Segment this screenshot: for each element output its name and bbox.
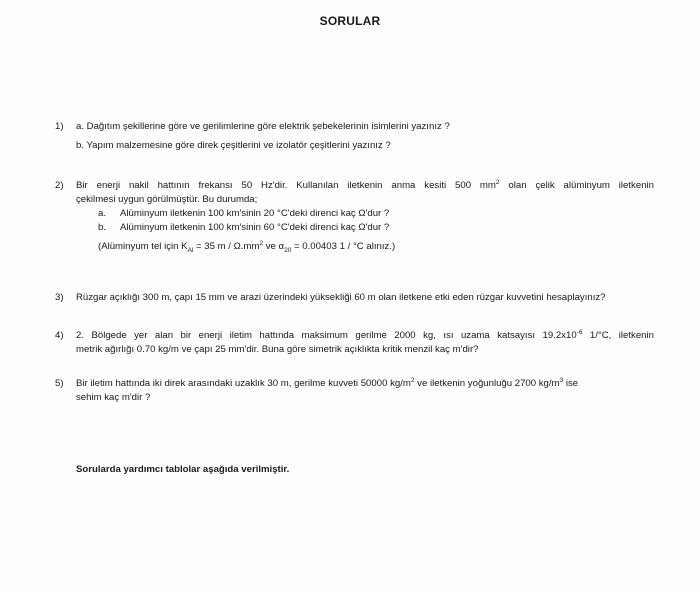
question-2a: a. Alüminyum iletkenin 100 km'sinin 20 °C'deki direnci kaç Ω'dur ?: [98, 208, 390, 219]
tables-note: Sorularda yardımcı tablolar aşağıda verilmiştir.: [76, 464, 290, 475]
question-2-line-2: çekilmesi uygun görülmüştür. Bu durumda;: [76, 194, 258, 205]
question-5-line-1: Bir iletim hattında iki direk arasındaki uzaklık 30 m, gerilme kuvveti 50000 $kg/m^2$ ve iletkenin yoğunluğu 2700 $kg/m^3$ ise: [76, 376, 579, 389]
question-number: 3): [55, 292, 64, 303]
question-1a-text: a. Dağıtım şekillerine göre ve gerilimlerine göre elektrik şebekelerinin isimlerini yazınız ?: [76, 121, 450, 132]
question-1b-text: b. Yapım malzemesine göre direk çeşitlerini ve izolatör çeşitlerini yazınız ?: [76, 140, 391, 151]
question-2-note: (Alüminyum tel için $K_{Al} = 35$ m / $\Omega.mm^2$ ve $\alpha_{20} = 0.00403$ 1 / °C alınız.): [98, 239, 396, 254]
question-number: 4): [55, 330, 64, 341]
question-2b: b. Alüminyum iletkenin 100 km'sinin 60 °C'deki direnci kaç Ω'dur ?: [98, 222, 390, 233]
question-number: 5): [55, 378, 64, 389]
question-3-text: Rüzgar açıklığı 300 m, çapı 15 mm ve arazi üzerindeki yüksekliği 60 m olan iletkene etki eden rüzgar kuvvetini hesaplayınız?: [76, 292, 606, 303]
question-2-line-1: Bir enerji nakil hattının frekansı 50 Hz'dir. Kullanılan iletkenin anma kesiti 500 $mm^2$ olan çelik alüminyum iletkenin: [76, 178, 654, 191]
question-4-line-2: metrik ağırlığı 0.70 kg/m ve çapı 25 mm'dir. Buna göre simetrik açıklıkta kritik menzil kaç m'dir?: [76, 344, 479, 355]
question-5-line-2: sehim kaç m'dir ?: [76, 392, 151, 403]
page-title: SORULAR: [319, 14, 381, 28]
question-number: 1): [55, 121, 64, 132]
question-4-line-1: 2. Bölgede yer alan bir enerji iletim hattında maksimum gerilme 2000 kg, ısı uzama katsayısı $19.2x10^{-6}$ 1/°C, iletkenin: [76, 328, 654, 341]
question-number: 2): [55, 180, 64, 191]
